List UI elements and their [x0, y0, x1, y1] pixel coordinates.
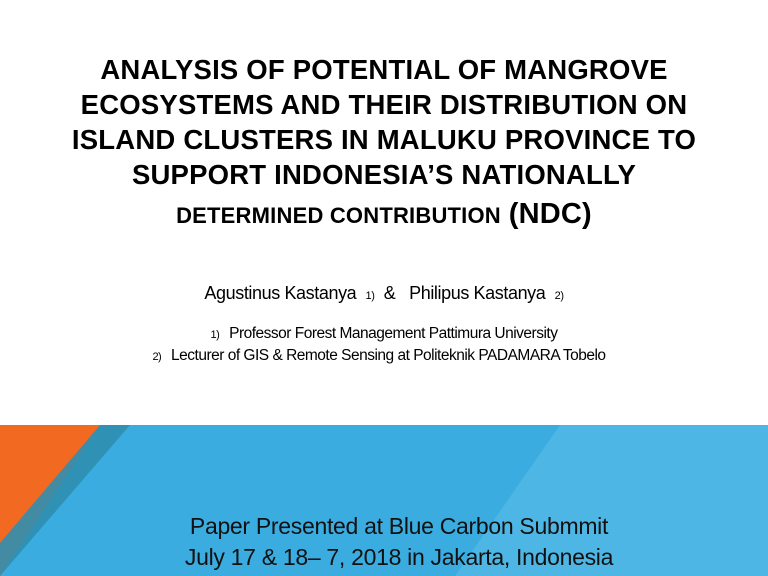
affiliation-2-mark: 2): [152, 351, 162, 363]
affiliation-1: [0, 325, 768, 343]
title-line-5: [30, 196, 738, 233]
event-line-1: Paper Presented at Blue Carbon Submmit: [189, 513, 609, 539]
title-line-3: ISLAND CLUSTERS IN MALUKU PROVINCE TO: [71, 124, 697, 155]
author-2-mark: 2): [554, 290, 564, 302]
affiliation-2-text: Lecturer of GIS & Remote Sensing at Politeknik PADAMARA Tobelo: [171, 347, 606, 364]
affiliation-2: [0, 347, 763, 365]
slide-title: [30, 52, 738, 233]
author-1-mark: 1): [365, 290, 375, 302]
title-line-2: ECOSYSTEMS AND THEIR DISTRIBUTION ON: [80, 89, 688, 120]
affiliation-1-mark: 1): [210, 329, 220, 341]
authors-line: [0, 283, 768, 304]
author-2: Philipus Kastanya: [409, 283, 546, 303]
title-line-4: SUPPORT INDONESIA’S NATIONALLY: [131, 159, 637, 190]
author-separator: &: [383, 283, 396, 303]
event-line-2: July 17 & 18– 7, 2018 in Jakarta, Indonesia: [184, 544, 614, 570]
affiliation-1-text: Professor Forest Management Pattimura University: [229, 325, 558, 342]
author-1: Agustinus Kastanya: [204, 283, 357, 303]
title-line-1: ANALYSIS OF POTENTIAL OF MANGROVE: [100, 54, 668, 85]
title-acronym: (NDC): [508, 198, 592, 230]
title-line-5-main: DETERMINED CONTRIBUTION: [176, 203, 501, 228]
